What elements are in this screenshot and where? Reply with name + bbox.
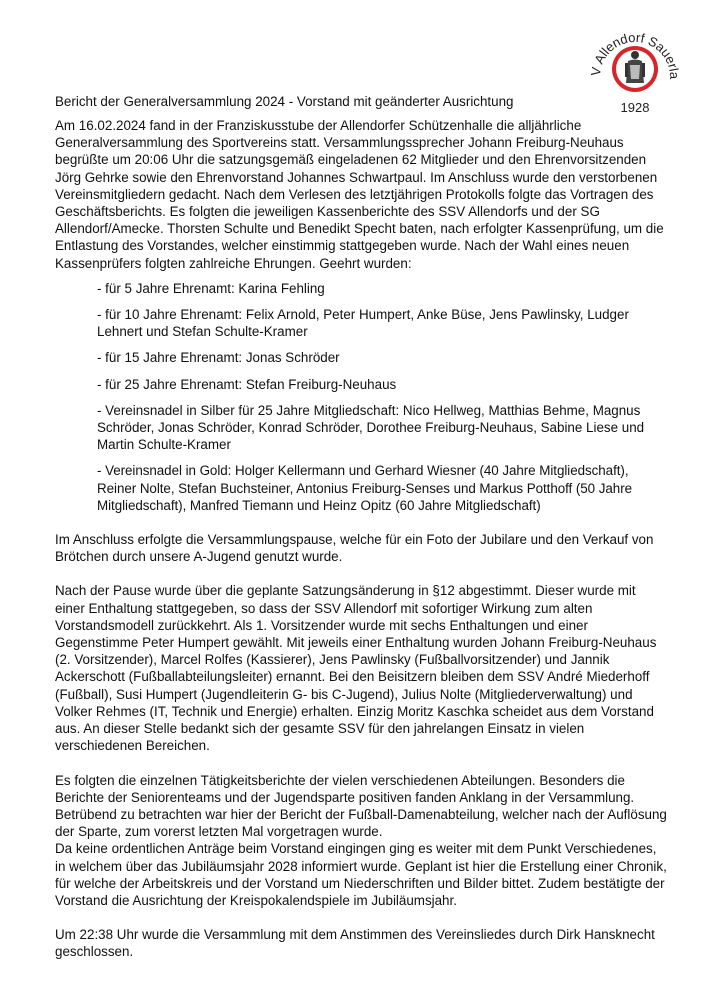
- logo-arc-text: V Allendorf Sauerla: [587, 29, 683, 80]
- closing-paragraph: Um 22:38 Uhr wurde die Versammlung mit dem Anstimmen des Vereinsliedes durch Dirk Hansknecht geschlossen.: [55, 927, 655, 960]
- club-logo: [581, 23, 688, 115]
- reports-paragraph: Es folgten die einzelnen Tätigkeitsberichte der vielen verschiedenen Abteilungen. Besonders die Berichte der Seniorenteams und der Jugendsparte positiven fanden Anklang in der Versammlung. Betrübend zu betrachten war hier der Bericht der Fußball-Damenabteilung, welcher nach der Auflösung der Sparte, zum vorerst letzten Mal vorgetragen wurde.: [55, 772, 667, 840]
- pause-paragraph: Im Anschluss erfolgte die Versammlungspause, welche für ein Foto der Jubilare und den Verkauf von Brötchen durch unsere A-Jugend genutzt wurde.: [55, 532, 654, 565]
- honor-item: - für 15 Jahre Ehrenamt: Jonas Schröder: [97, 350, 340, 366]
- document-title: Bericht der Generalversammlung 2024 - Vorstand mit geänderter Ausrichtung: [55, 94, 514, 109]
- misc-paragraph: Da keine ordentlichen Anträge beim Vorstand eingingen ging es weiter mit dem Punkt Verschiedenes, in welchem über das Jubiläumsjahr 2028 informiert wurde. Geplant ist hier die Erstellung einer Chronik, für welche der Arbeitskreis und der Vorstand um Niederschriften und Bilder bittet. Zudem bestätigte der Vorstand die Ausrichtung der Kreispokalendspiele im Jubiläumsjahr.: [55, 841, 667, 908]
- honor-item: - Vereinsnadel in Silber für 25 Jahre Mitgliedschaft: Nico Hellweg, Matthias Behme, Magnus Schröder, Jonas Schröder, Konrad Schröder, Dorothee Freiburg-Neuhaus, Sabine Liese und Martin Schulte-Kramer: [97, 402, 645, 453]
- intro-paragraph: Am 16.02.2024 fand in der Franziskusstube der Allendorfer Schützenhalle die alljährliche Generalversammlung des Sportvereins statt. Versammlungssprecher Johann Freiburg-Neuhaus begrüßte um 20:06 Uhr die satzungsgemäß eingeladenen 62 Mitglieder und den Ehrenvorsitzenden Jörg Gehrke sowie den Ehrenvorstand Johannes Schwartpaul. Im Anschluss wurde den verstorbenen Vereinsmitgliedern gedacht. Nach dem Verlesen des letztjährigen Protokolls folgte das Vortragen des Geschäftsberichts. Es folgten die jeweiligen Kassenberichte des SSV Allendorfs und der SG Allendorf/Amecke. Thorsten Schulte und Benedikt Specht baten, nach erfolgter Kassenprüfung, um die Entlastung des Vorstandes, welcher einstimmig stattgegeben wurde. Nach der Wahl eines neuen Kassenprüfers folgten zahlreiche Ehrungen. Geehrt wurden:: [55, 118, 664, 271]
- report-body: [55, 117, 667, 961]
- election-paragraph: Nach der Pause wurde über die geplante Satzungsänderung in §12 abgestimmt. Dieser wurde mit einer Enthaltung stattgegeben, so dass der SSV Allendorf mit sofortiger Wirkung zum alten Vorstandsmodell zurückkehrt. Als 1. Vorsitzender wurde mit sechs Enthaltungen und einer Gegenstimme Peter Humpert gewählt. Mit jeweils einer Enthaltung wurden Johann Freiburg-Neuhaus (2. Vorsitzender), Marcel Rolfes (Kassierer), Jens Pawlinsky (Fußballvorsitzender) und Jannik Ackerschott (Fußballabteilungsleiter) ernannt. Bei den Beisitzern bleiben dem SSV André Miederhoff (Fußball), Susi Humpert (Jugendleiterin G- bis C-Jugend), Julius Nolte (Mitgliederverwaltung) und Volker Rehmes (IT, Technik und Energie) erhalten. Einzig Moritz Kaschka scheidet aus dem Vorstand aus. An dieser Stelle bedankt sich der gesamte SSV für den jahrelangen Einsatz in vielen verschiedenen Bereichen.: [55, 583, 657, 754]
- logo-year: 1928: [620, 100, 650, 115]
- honors-list: [55, 280, 667, 514]
- club-seal: [581, 23, 688, 115]
- honor-item: - für 5 Jahre Ehrenamt: Karina Fehling: [97, 280, 325, 296]
- honor-item: - Vereinsnadel in Gold: Holger Kellermann und Gerhard Wiesner (40 Jahre Mitgliedschaft), Reiner Nolte, Stefan Buchsteiner, Antonius Freiburg-Senses und Markus Potthoff (50 Jahre Mitgliedschaft), Manfred Tiemann und Heinz Opitz (60 Jahre Mitgliedschaft): [97, 463, 632, 513]
- honor-item: - für 10 Jahre Ehrenamt: Felix Arnold, Peter Humpert, Anke Büse, Jens Pawlinsky, Ludger Lehnert und Stefan Schulte-Kramer: [97, 307, 629, 340]
- honor-item: - für 25 Jahre Ehrenamt: Stefan Freiburg-Neuhaus: [97, 376, 397, 392]
